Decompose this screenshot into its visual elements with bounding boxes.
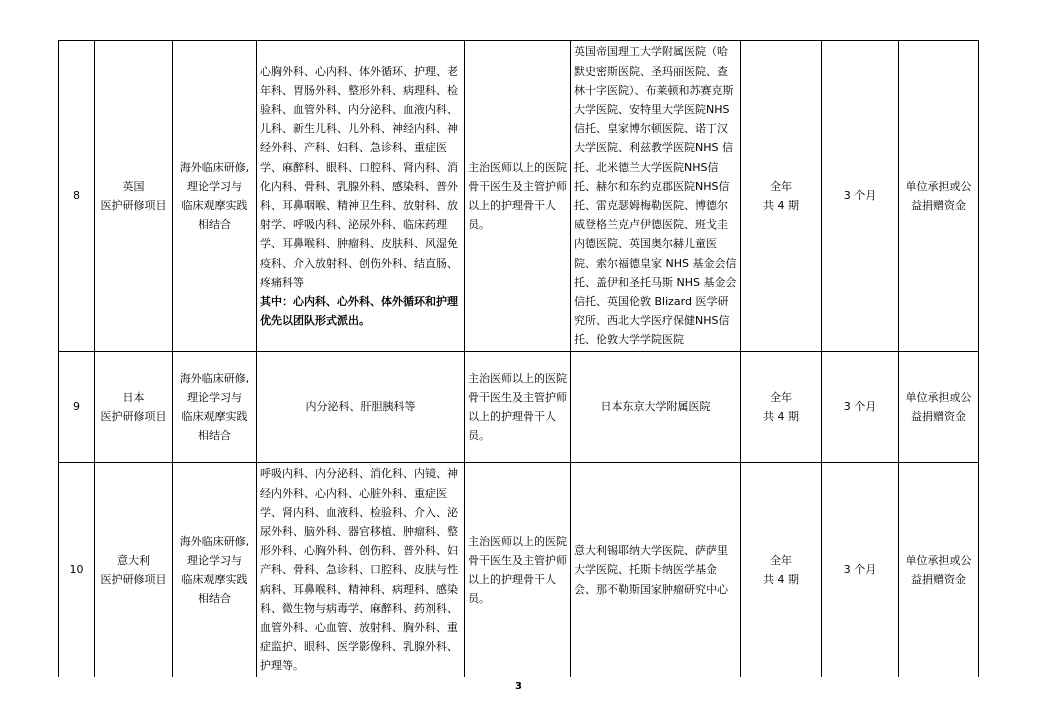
table-row — [59, 352, 979, 463]
mode-line: 海外临床研修, — [179, 534, 250, 548]
mode-line: 理论学习与 — [187, 390, 242, 404]
table-row — [59, 463, 979, 678]
schedule-line: 共 4 期 — [763, 573, 799, 586]
mode-line: 临床观摩实践 — [181, 410, 248, 423]
requirement-cell: 主治医师以上的医院骨干医生及主管护师以上的护理骨干人员。 — [465, 463, 571, 678]
table-row — [59, 41, 979, 352]
duration-cell: 3 个月 — [822, 352, 899, 463]
schedule-cell — [741, 463, 822, 678]
mode-line: 临床观摩实践 — [181, 573, 248, 586]
funding-line: 单位承担或公 — [905, 179, 972, 193]
page-number: 3 — [515, 681, 522, 692]
mode-cell — [173, 463, 257, 678]
schedule-line: 共 4 期 — [763, 199, 799, 212]
schedule-cell — [741, 41, 822, 352]
funding-cell — [899, 41, 979, 352]
schedule-line: 全年 — [770, 553, 792, 567]
mode-cell — [173, 352, 257, 463]
mode-line: 理论学习与 — [187, 179, 242, 193]
country-name: 意大利 — [117, 553, 150, 567]
funding-cell — [899, 463, 979, 678]
mode-line: 海外临床研修, — [179, 160, 250, 174]
country-project-cell — [95, 41, 173, 352]
country-name: 日本 — [122, 390, 145, 404]
schedule-line: 全年 — [770, 390, 792, 404]
mode-cell — [173, 41, 257, 352]
schedule-line: 共 4 期 — [763, 410, 799, 423]
schedule-line: 全年 — [770, 179, 792, 193]
mode-line: 临床观摩实践 — [181, 199, 248, 212]
row-number-cell: 8 — [59, 41, 95, 352]
project-name: 医护研修项目 — [100, 410, 167, 423]
row-number-cell: 9 — [59, 352, 95, 463]
country-project-cell — [95, 463, 173, 678]
departments-cell: 内分泌科、肝胆胰科等 — [257, 352, 465, 463]
departments-text: 心胸外科、心内科、体外循环、护理、老年科、胃肠外科、整形外科、病理科、检验科、血管外科、内分泌科、血液内科、儿科、新生儿科、儿外科、神经内科、神经外科、产科、妇科、急诊科、重症医学、麻醉科、眼科、口腔科、肾内科、消化内科、骨科、乳腺外科、感染科、普外科、耳鼻咽喉、精神卫生科、放射科、放射学、呼吸内科、泌尿外科、临床药理学、耳鼻喉科、肿瘤科、皮肤科、风湿免疫科、介入放射科、创伤外科、结直肠、疼痛科等 — [260, 64, 458, 289]
country-name: 英国 — [122, 179, 145, 193]
mode-line: 相结合 — [198, 218, 231, 232]
funding-line: 单位承担或公 — [905, 553, 972, 567]
duration-cell: 3 个月 — [822, 463, 899, 678]
mode-line: 海外临床研修, — [179, 371, 250, 385]
funding-cell — [899, 352, 979, 463]
hospitals-cell: 日本东京大学附属医院 — [571, 352, 741, 463]
hospitals-cell: 意大利锡耶纳大学医院、萨萨里大学医院、托斯卡纳医学基金会、那不勒斯国家肿瘤研究中心 — [571, 463, 741, 678]
funding-line: 单位承担或公 — [905, 390, 972, 404]
mode-line: 相结合 — [198, 429, 231, 443]
duration-cell: 3 个月 — [822, 41, 899, 352]
country-project-cell — [95, 352, 173, 463]
departments-emphasis: 其中：心内科、心外科、体外循环和护理优先以团队形式派出。 — [260, 295, 458, 328]
project-name: 医护研修项目 — [100, 199, 167, 212]
departments-cell: 呼吸内科、内分泌科、消化科、内镜、神经内外科、心内科、心脏外科、重症医学、肾内科、血液科、检验科、介入、泌尿外科、脑外科、器官移植、肿瘤科、整形外科、心胸外科、创伤科、普外科、妇产科、骨科、急诊科、口腔科、皮肤与性病科、耳鼻喉科、精神科、病理科、感染科、微生物与病毒学、麻醉科、药剂科、血管外科、心血管、放射科、胸外科、重症监护、眼科、医学影像科、乳腺外科、护理等。 — [257, 463, 465, 678]
mode-line: 相结合 — [198, 592, 231, 606]
mode-line: 理论学习与 — [187, 553, 242, 567]
funding-line: 益捐赠资金 — [911, 199, 966, 212]
requirement-cell: 主治医师以上的医院骨干医生及主管护师以上的护理骨干人员。 — [465, 352, 571, 463]
departments-cell — [257, 41, 465, 352]
schedule-cell — [741, 352, 822, 463]
funding-line: 益捐赠资金 — [911, 573, 966, 586]
program-table — [58, 40, 979, 677]
row-number-cell: 10 — [59, 463, 95, 678]
project-name: 医护研修项目 — [100, 573, 167, 586]
hospitals-cell: 英国帝国理工大学附属医院（哈默史密斯医院、圣玛丽医院、查林十字医院）、布莱顿和苏赛克斯大学医院、安特里大学医院NHS信托、皇家博尔顿医院、诺丁汉大学医院、利兹教学医院NHS 信托、北米德兰大学医院NHS信托、赫尔和东约克郡医院NHS信托、雷克瑟姆梅勒医院、博德尔威登格兰克卢伊德医院、班戈圭内德医院、英国奥尔赫儿童医院、索尔福德皇家 NHS 基金会信托、盖伊和圣托马斯 NHS 基金会信托、英国伦敦 Blizard 医学研究所、西北大学医疗保健NHS信托、伦敦大学学院医院 — [571, 41, 741, 352]
funding-line: 益捐赠资金 — [911, 410, 966, 423]
requirement-cell: 主治医师以上的医院骨干医生及主管护师以上的护理骨干人员。 — [465, 41, 571, 352]
